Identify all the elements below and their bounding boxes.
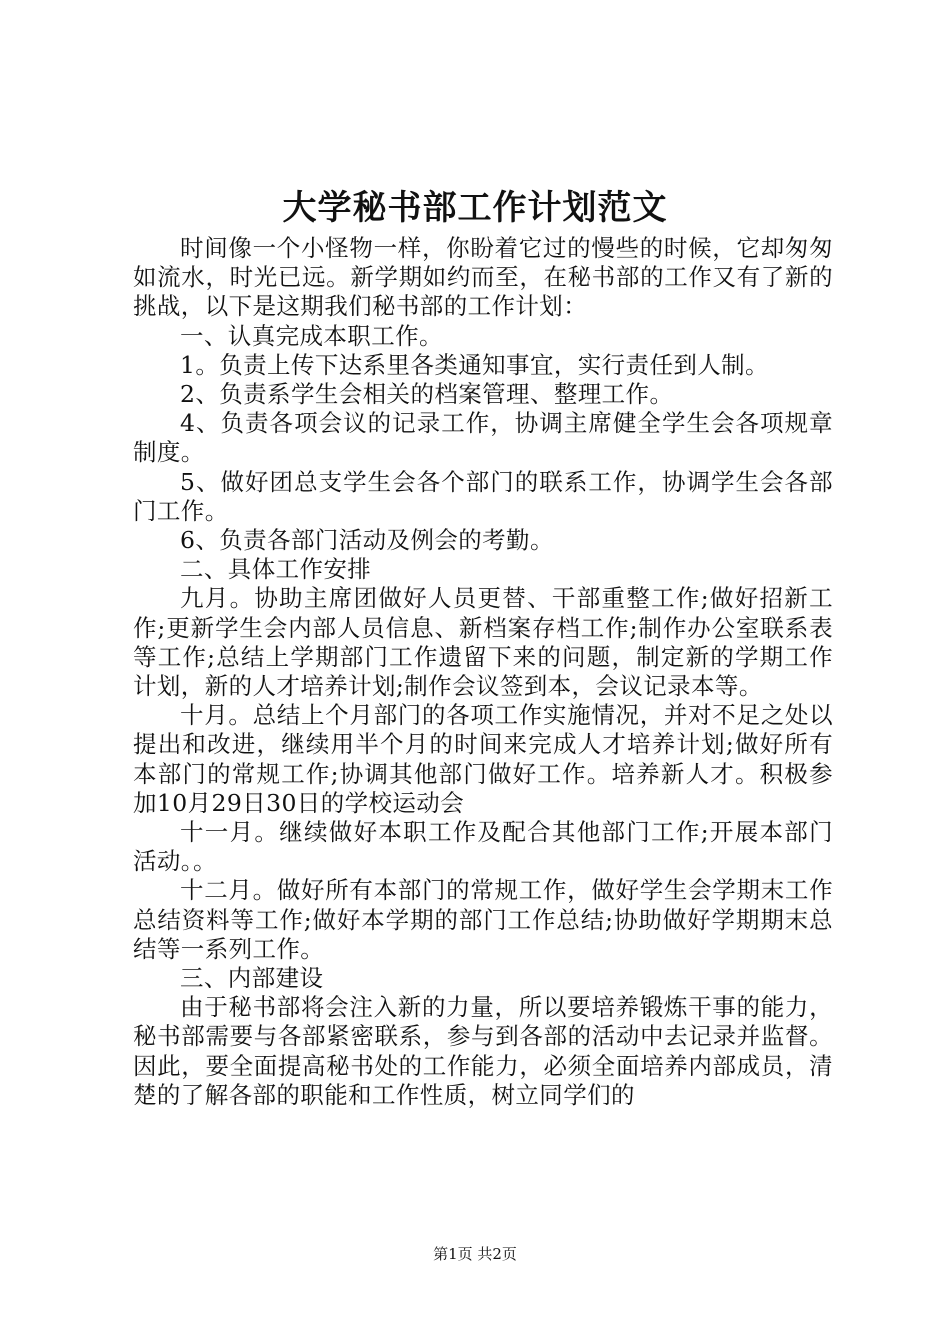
page-footer: 第1页 共2页 bbox=[433, 1245, 517, 1263]
list-item-4: 4、负责各项会议的记录工作，协调主席健全学生会各项规章制度。 bbox=[133, 409, 833, 467]
paragraph-november: 十一月。继续做好本职工作及配合其他部门工作;开展本部门活动。。 bbox=[133, 818, 833, 876]
paragraph-september: 九月。协助主席团做好人员更替、干部重整工作;做好招新工作;更新学生会内部人员信息、新档案存档工作;制作办公室联系表等工作;总结上学期部门工作遗留下来的问题，制定新的学期工作计划，新的人才培养计划;制作会议签到本，会议记录本等。 bbox=[133, 584, 833, 701]
list-item-6: 6、负责各部门活动及例会的考勤。 bbox=[180, 526, 554, 555]
paragraph-internal: 由于秘书部将会注入新的力量，所以要培养锻炼干事的能力，秘书部需要与各部紧密联系，参与到各部的活动中去记录并监督。因此，要全面提高秘书处的工作能力，必须全面培养内部成员，清楚的了解各部的职能和工作性质，树立同学们的 bbox=[133, 993, 833, 1109]
list-item-2: 2、负责系学生会相关的档案管理、整理工作。 bbox=[180, 380, 674, 409]
paragraph-october: 十月。总结上个月部门的各项工作实施情况，并对不足之处以提出和改进，继续用半个月的时间来完成人才培养计划;做好所有本部门的常规工作;协调其他部门做好工作。培养新人才。积极参加10月29日30日的学校运动会 bbox=[133, 701, 833, 817]
list-item-5: 5、做好团总支学生会各个部门的联系工作，协调学生会各部门工作。 bbox=[133, 467, 833, 525]
paragraph-december: 十二月。做好所有本部门的常规工作，做好学生会学期末工作总结资料等工作;做好本学期的部门工作总结;协助做好学期期末总结等一系列工作。 bbox=[133, 876, 833, 963]
document-body bbox=[133, 234, 833, 1110]
document-title: 大学秘书部工作计划范文 bbox=[282, 188, 668, 228]
section-heading-2: 二、具体工作安排 bbox=[180, 555, 372, 584]
list-item-1: 1。负责上传下达系里各类通知事宜，实行责任到人制。 bbox=[180, 350, 769, 379]
section-heading-3: 三、内部建设 bbox=[180, 964, 324, 993]
section-heading-1: 一、认真完成本职工作。 bbox=[180, 321, 443, 350]
paragraph-intro: 时间像一个小怪物一样，你盼着它过的慢些的时候，它却匆匆如流水，时光已远。新学期如约而至，在秘书部的工作又有了新的挑战，以下是这期我们秘书部的工作计划： bbox=[133, 234, 833, 321]
